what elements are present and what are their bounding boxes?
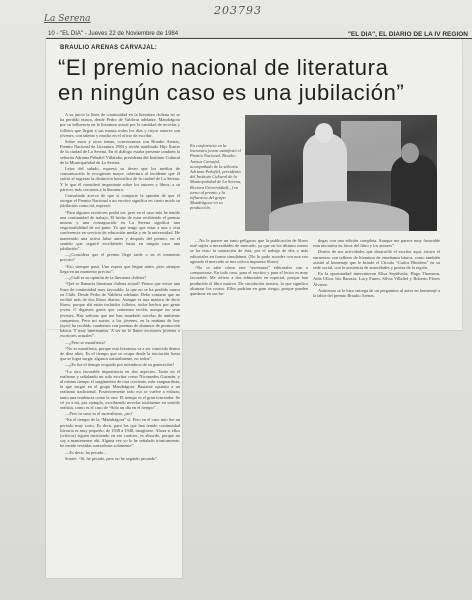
article-paragraph: Sobre estos y otros temas, conversamos con Braulio Arenas, Premio Nacional de Literatura 1984 y recién nombrado Hijo Ilustre de la ciudad de La Serena. En el diálogo estaba presente también la señorita Adriana Peñafiel Villafaña, presidenta del Instituto Cultural de la Municipalidad de La Serena. [60, 139, 180, 165]
article-byline: BRAULIO ARENAS CARVAJAL: [60, 45, 158, 51]
article-paragraph: —Es decir, ha pecado... [65, 449, 107, 455]
page-header-right: "EL DIA", EL DIARIO DE LA IV REGION [347, 31, 468, 38]
article-paragraph: —¿Considera que el premio llegó tarde o en el momento preciso? [60, 252, 180, 263]
article-paragraph: —¿Cuál es su opinión de la literatura chilena? [65, 275, 147, 281]
article-paragraph: Consultado acerca de que si comparte la opinión de que el otorgar el Premio Nacional a un escritor significa en cierto modo su jubilación como tal, expresó: [60, 193, 180, 209]
header-rule [46, 38, 472, 39]
article-paragraph: —¿Es fue el tiempo ocupado por miembros de su generación? [65, 362, 175, 368]
article-paragraph: Dentro de sus actividades que desarrolló el escritor aquí, estuvo el encuentro con talleres de literatura de enseñanza básica, como también asistió al homenaje que le brindó el Círculo “Carlos Rhodens” en su sede social, con la asistencia de autoridades y poetas de la región. [313, 249, 440, 271]
article-headline [58, 55, 438, 105]
article-paragraph: —Pero tu suvo es el surrealismo, ¿no? [65, 411, 133, 417]
article-column-1 [60, 112, 180, 574]
handwritten-clip-id: 203793 [214, 4, 262, 17]
handwritten-source-note: La Serena [44, 14, 91, 24]
page-header-left: 10 - "EL DIA" - Jueves 22 de Noviembre de 1984 [48, 31, 179, 37]
article-paragraph: “Qué se llamaría literatura chilena actual? Pienso que existe una línea de continuidad muy favorable, la que no se ha perdido nunca en Chile. Desde Pedro de Valdivia adelante. Debe contarse que no recibió más de dos libros diarios. Aunque es una manera de decir libros, porque ahí están incluidos folletos, todos hechos por gente joven. O digamos gente que comienza recién, aunque no sean jóvenes. Hay señoras que me han mandado novelas de ambiente campesino. Pero mi suerte, a los jóvenes, en la mañana de hoy (ayer) ha recibido cuadernos con poemas de alumnos de promoción básica. Y muy interesantes. A ser no le llamo escritores jóvenes o escritores actuales”. [60, 281, 180, 339]
article-paragraph: En la oportunidad intervinieron Elisa Sepúlveda, Hugo Thomson, Aída Ulloa, Iris Barraza, Lucy Funes, Silvia Villafiel y Roberto Flores Álvarez. [313, 271, 440, 287]
headline-line-2: en ningún caso es una jubilación” [58, 80, 405, 105]
article-paragraph: Lejos del saludo, expresó su deseo que los medios de comunicación le recogieran mayor cobertura al incidente que él sufrió al ingresar la distinción honorífica de la ciudad de La Serena. Y lo que él consideró importante sobre los autores y libros, a su parecer, más cercanos a la literatura. [60, 166, 180, 192]
article-paragraph: “Para algunos escritores podrá ser, pero en el caso mío he tenido una continuidad de trabajo. El hecho de estar recibiendo el premio mismo y una consagración en La Serena significa una responsabilidad de mi parte. Ya que tengo que estar a una y otra conferencia en servicio de educación media y en la universidad. He mantenido una activa labor antes y después del premio, en el sentido que seguiré escribiendo hasta en ningún caso una jubilación”. [60, 209, 180, 252]
article-column-2 [190, 238, 308, 302]
article-paragraph: Sonríe. “Sí, he pecado, pero no he seguido pecando”. [65, 455, 159, 461]
article-column-3 [313, 238, 440, 302]
headline-line-1: “El premio nacional de literatura [58, 55, 389, 80]
article-paragraph: Asimismo se le hizo entrega de un pergamino al autor en homenaje a la labor del premio Braulio Arenas. [313, 287, 440, 299]
article-paragraph: “No se manifiesta, porque esta literatura va a ser conocida dentro de diez años. Es el tiempo que se ocupa desde la iniciación hasta que se logra surgir, algunos naturalmente, no todos”. [60, 345, 180, 362]
article-paragraph: “Eso siempre pasa. Uno espera que llegue antes, pero siempre llega en un momento preciso”. [60, 263, 180, 274]
article-paragraph: “En el tiempo de la “Mandrágora” sí. Pero en el caso mío fue un período muy corto. Es decir, para los que han tenido continuidad literaria es muy pequeño, de 1938 a 1948, imagínese. Ahora si ellos (críticos) siguen insistiendo en ese carácter, es absurdo, porque no soy a mantenerme ahí. Alguna vez yo lo he señalado irónicamente, he tenido recaídas surrealistas solamente”. [60, 417, 180, 449]
article-paragraph: degas con una edición completa. Aunque me parece muy favorable esta iniciativa en favor del libro y los autores”. [313, 238, 440, 249]
article-paragraph: “La otra favorable importancia en dos aspectos. Tanto en el realismo y señalando un solo escritor como Nicomedes Guzmán, y al mismo tiempo el surgimiento de otra corriente, más vanguardista, la que surgió en el grupo Mandrágora. Bastante opuesto a un realismo tradicional. Posteriormente todo eso se vuelve a enlazar, tanto una tendencia como la otra. El tiempo es el gran ronceador. Se vé ya a mí, por ejemplo, escribiendo novelas totalmente en sentido realista, como es el caso de “Sólo un día en el tiempo”. [60, 368, 180, 410]
article-photo [245, 115, 437, 231]
article-paragraph: A su juicio la línea de continuidad en la literatura chilena no se ha perdido nunca, desde Pedro de Valdivia adelante. Mandrágora por su influencia en la literatura actual por la cantidad de novelas y folletos que llegan a sus manos todos los días y cuyos autores son jóvenes, con talento y mucho en el oficio de escribir. [60, 112, 180, 138]
photo-caption: En conferencia en la literatura jovem manifestó el Premio Nacional, Braulio Arenas Carvajal, acompañado de la señorita Adriana Peñafiel, presidenta del Instituto Cultural de la Municipalidad de La Serena, Rectora Universidad(...) en torno al premio y la influencia del grupo Mandrágora en su producción. [190, 143, 242, 211]
article-paragraph: —No le parece un tanto peligroso que la publicación de libros esté sujeta a necesidades de mercado, ya que en los últimos meses se ha visto la saturación de ésta, por el trabajo de dos o más editoriales en forma simultánea. (No lo pudo suceder con una vez agotada el mercado se nos coloca impronto libros) [190, 238, 308, 264]
article-paragraph: —¿Pero se manifiesta? [65, 339, 106, 345]
article-paragraph: “No se sabe cómo este “aventuras” editoriales van a comportarse. En todo caso, para el escritor y para el lector es muy favorable. Me refiero a dos editoriales en especial, porque han producido el libro masivo. De circulación masiva, lo que significa alcanzar los costos. Ellos podrían en gran riesgo, porque pueden quedarse en sus bo- [190, 265, 308, 297]
